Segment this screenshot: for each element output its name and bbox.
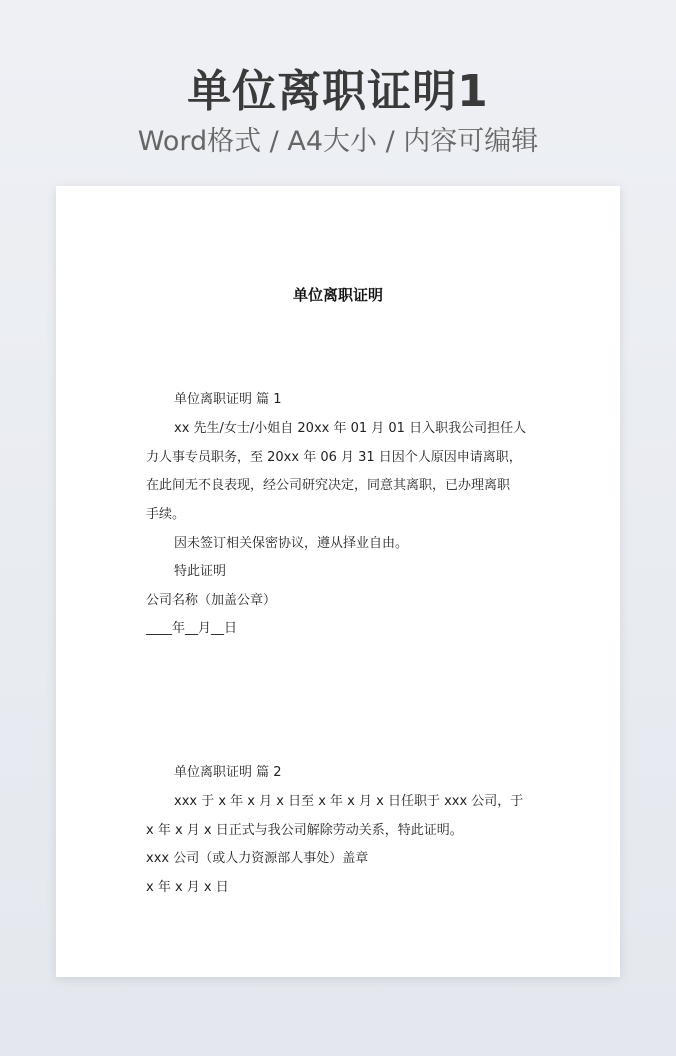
section1-line: 在此间无不良表现，经公司研究决定，同意其离职，已办理离职 xyxy=(146,478,511,493)
section2-heading: 单位离职证明 篇 2 xyxy=(174,765,282,780)
section1-line: 力人事专员职务，至 20xx 年 06 月 31 日因个人原因申请离职， xyxy=(146,450,522,465)
section1-line: 公司名称（加盖公章） xyxy=(146,593,277,608)
section2-line: xxx 公司（或人力资源部人事处）盖章 xyxy=(146,851,369,866)
section1-line: 手续。 xyxy=(146,507,186,522)
banner-title: 单位离职证明1 xyxy=(187,66,489,117)
document-title: 单位离职证明 xyxy=(292,286,383,304)
section1-line: ____年__月__日 xyxy=(146,621,238,636)
section1-line: xx 先生/女士/小姐自 20xx 年 01 月 01 日入职我公司担任人 xyxy=(174,421,527,436)
document-page xyxy=(56,186,620,977)
banner xyxy=(0,62,676,160)
section2-line: x 年 x 月 x 日 xyxy=(146,880,229,895)
section1-heading: 单位离职证明 篇 1 xyxy=(174,392,282,407)
section1-line: 特此证明 xyxy=(174,564,227,579)
banner-subtitle: Word格式 / A4大小 / 内容可编辑 xyxy=(137,126,539,157)
section2-line: x 年 x 月 x 日正式与我公司解除劳动关系，特此证明。 xyxy=(146,823,463,838)
section2-line: xxx 于 x 年 x 月 x 日至 x 年 x 月 x 日任职于 xxx 公司，于 xyxy=(174,794,524,809)
section1-line: 因未签订相关保密协议，遵从择业自由。 xyxy=(174,536,409,551)
